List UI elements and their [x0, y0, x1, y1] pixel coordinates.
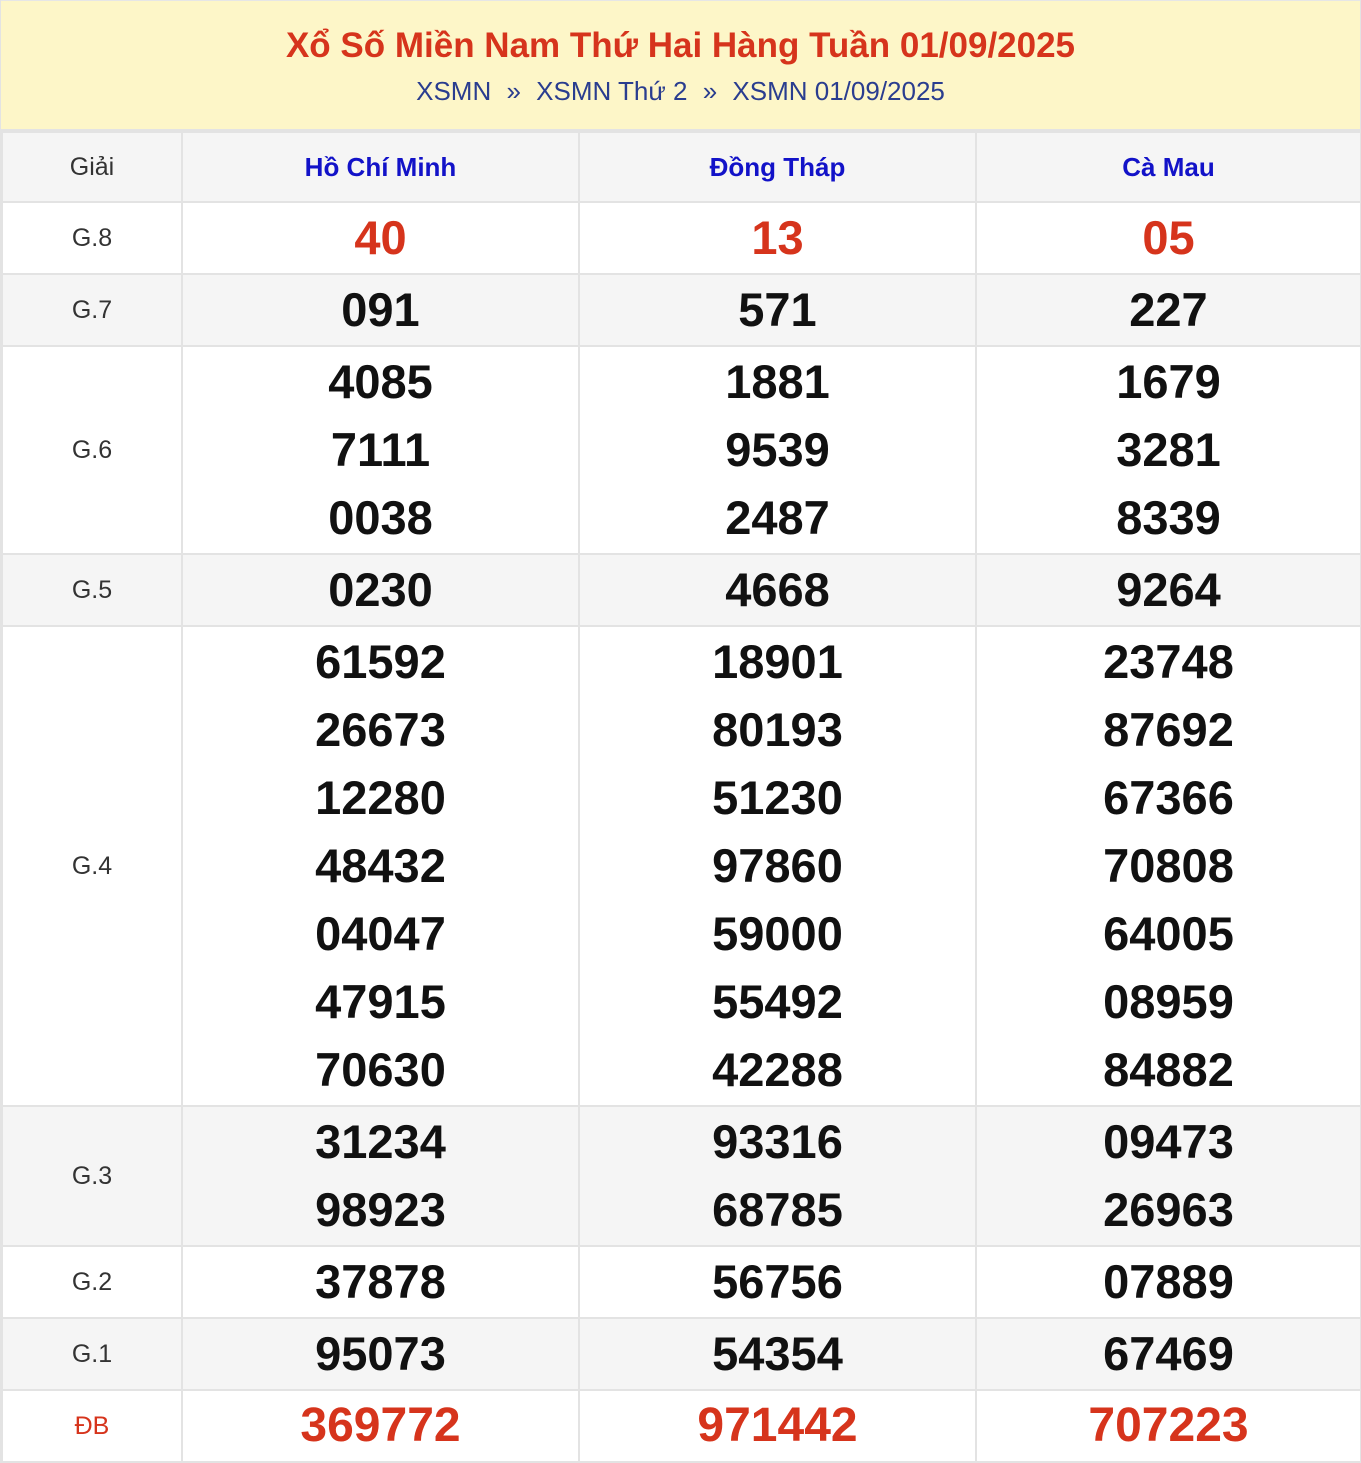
prize-label: G.4 [2, 626, 182, 1106]
results-table [1, 131, 1361, 1463]
prize-cell [579, 1390, 976, 1462]
prize-number: 571 [738, 283, 817, 336]
prize-number: 80193 [712, 703, 843, 756]
prize-number: 55492 [712, 975, 843, 1028]
prize-label: G.7 [2, 274, 182, 346]
prize-row [2, 626, 1361, 1106]
prize-number: 98923 [315, 1183, 446, 1236]
prize-cell [579, 626, 976, 1106]
prize-number: 227 [1129, 283, 1208, 336]
prize-number: 18901 [712, 635, 843, 688]
prize-row [2, 1106, 1361, 1246]
prize-number: 48432 [315, 839, 446, 892]
prize-number: 87692 [1103, 703, 1234, 756]
results-body [2, 202, 1361, 1462]
prize-cell [579, 346, 976, 554]
prize-cell [976, 202, 1361, 274]
prize-cell [182, 202, 579, 274]
prize-label: G.6 [2, 346, 182, 554]
prize-number: 1881 [725, 355, 830, 408]
prize-number: 9264 [1116, 563, 1221, 616]
prize-number: 97860 [712, 839, 843, 892]
prize-number: 51230 [712, 771, 843, 824]
prize-number: 23748 [1103, 635, 1234, 688]
prize-row [2, 1318, 1361, 1390]
prize-row [2, 554, 1361, 626]
prize-number: 7111 [330, 423, 431, 476]
prize-row [2, 346, 1361, 554]
column-header-province[interactable]: Cà Mau [976, 132, 1361, 202]
prize-number: 1679 [1116, 355, 1221, 408]
results-header [1, 0, 1360, 131]
prize-number: 4085 [328, 355, 433, 408]
prize-cell [182, 554, 579, 626]
prize-number: 31234 [315, 1115, 446, 1168]
prize-number: 64005 [1103, 907, 1234, 960]
prize-label: G.3 [2, 1106, 182, 1246]
prize-cell [182, 1106, 579, 1246]
prize-number: 091 [341, 283, 420, 336]
prize-number: 93316 [712, 1115, 843, 1168]
prize-label: G.2 [2, 1246, 182, 1318]
prize-number: 04047 [315, 907, 446, 960]
breadcrumb-link-xsmn[interactable]: XSMN [416, 76, 492, 106]
prize-number: 13 [751, 211, 804, 264]
prize-row [2, 274, 1361, 346]
prize-number: 8339 [1116, 491, 1221, 544]
prize-number: 54354 [712, 1327, 843, 1380]
prize-row [2, 1246, 1361, 1318]
prize-cell [182, 1246, 579, 1318]
prize-cell [182, 626, 579, 1106]
prize-number: 0038 [328, 491, 433, 544]
prize-cell [976, 274, 1361, 346]
prize-number: 2487 [725, 491, 830, 544]
table-header-row [2, 132, 1361, 202]
prize-cell [976, 346, 1361, 554]
prize-label: G.1 [2, 1318, 182, 1390]
prize-number: 12280 [315, 771, 446, 824]
prize-number: 59000 [712, 907, 843, 960]
prize-number: 9539 [725, 423, 830, 476]
prize-number: 707223 [1088, 1399, 1249, 1452]
prize-cell [579, 1246, 976, 1318]
prize-cell [976, 1246, 1361, 1318]
prize-cell [579, 554, 976, 626]
prize-number: 26963 [1103, 1183, 1234, 1236]
prize-cell [182, 1390, 579, 1462]
prize-number: 61592 [315, 635, 446, 688]
column-header-province[interactable]: Đồng Tháp [579, 132, 976, 202]
prize-cell [976, 1318, 1361, 1390]
prize-cell [579, 202, 976, 274]
prize-number: 08959 [1103, 975, 1234, 1028]
prize-cell [976, 554, 1361, 626]
prize-cell [182, 274, 579, 346]
prize-number: 37878 [315, 1255, 446, 1308]
prize-number: 4668 [725, 563, 830, 616]
prize-number: 09473 [1103, 1115, 1234, 1168]
prize-number: 95073 [315, 1327, 446, 1380]
prize-cell [182, 346, 579, 554]
prize-number: 68785 [712, 1183, 843, 1236]
prize-cell [579, 1106, 976, 1246]
prize-number: 56756 [712, 1255, 843, 1308]
prize-cell [976, 626, 1361, 1106]
prize-number: 05 [1142, 211, 1195, 264]
breadcrumb [1, 75, 1360, 107]
breadcrumb-separator: » [506, 76, 521, 106]
prize-label: ĐB [2, 1390, 182, 1462]
prize-label: G.5 [2, 554, 182, 626]
prize-cell [182, 1318, 579, 1390]
prize-label: G.8 [2, 202, 182, 274]
prize-row [2, 1390, 1361, 1462]
prize-number: 67469 [1103, 1327, 1234, 1380]
prize-number: 971442 [697, 1399, 858, 1452]
breadcrumb-link-xsmn-date[interactable]: XSMN 01/09/2025 [732, 76, 945, 106]
breadcrumb-link-xsmn-thu-2[interactable]: XSMN Thứ 2 [536, 76, 688, 106]
prize-number: 67366 [1103, 771, 1234, 824]
page-title: Xổ Số Miền Nam Thứ Hai Hàng Tuần 01/09/2025 [285, 26, 1076, 65]
prize-number: 70630 [315, 1043, 446, 1096]
prize-cell [579, 1318, 976, 1390]
prize-cell [976, 1106, 1361, 1246]
prize-number: 84882 [1103, 1043, 1234, 1096]
column-header-prize: Giải [2, 132, 182, 202]
prize-number: 26673 [315, 703, 446, 756]
column-header-province[interactable]: Hồ Chí Minh [182, 132, 579, 202]
prize-row [2, 202, 1361, 274]
prize-number: 70808 [1103, 839, 1234, 892]
prize-number: 07889 [1103, 1255, 1234, 1308]
prize-number: 47915 [315, 975, 446, 1028]
prize-number: 42288 [712, 1043, 843, 1096]
prize-cell [976, 1390, 1361, 1462]
prize-number: 3281 [1116, 423, 1221, 476]
prize-number: 40 [354, 211, 407, 264]
prize-number: 369772 [300, 1399, 461, 1452]
prize-number: 0230 [328, 563, 433, 616]
breadcrumb-separator: » [702, 76, 718, 106]
prize-cell [579, 274, 976, 346]
